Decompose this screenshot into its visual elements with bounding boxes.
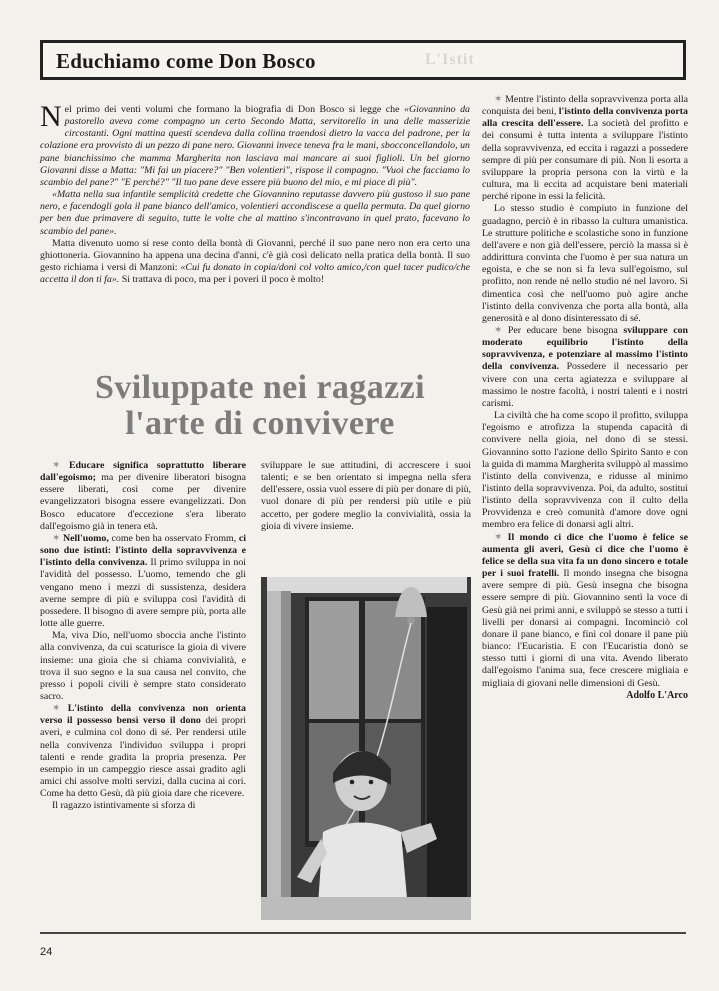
- article-headline: [80, 370, 440, 442]
- footer-rule: [40, 932, 686, 934]
- colA-paragraph-1: [40, 460, 246, 533]
- photo-girl-at-window: [261, 577, 471, 920]
- intro-p3-b: Si trattava di poco, ma per i poveri il poco è molto!: [121, 274, 325, 286]
- colC-p5-bold: Il mondo ci dice che l'uomo è felice se aumenta gli averi, Gesù ci dice che l'uomo è felice se della sua vita fa un dono sincero e totale per i suoi fratelli.: [482, 531, 689, 580]
- colA-p2-a: come ben ha osservato Fromm,: [111, 532, 237, 544]
- colC-paragraph-5: [482, 532, 688, 690]
- star-bullet-icon: ✶: [494, 531, 503, 543]
- colC-p1-a: Mentre l'istinto della sopravvivenza porta alla conquista dei beni,: [482, 94, 689, 118]
- intro-text: [40, 100, 471, 286]
- drop-cap: N: [40, 100, 62, 133]
- page-number: 24: [40, 946, 53, 958]
- column-left: [40, 460, 246, 813]
- intro-p1-roman: el primo dei venti volumi che formano la biografia di Don Bosco si legge che: [64, 104, 400, 115]
- star-bullet-icon: ✶: [52, 460, 61, 471]
- star-bullet-icon: ✶: [52, 532, 61, 544]
- headline-line-2: l'arte di convivere: [125, 405, 395, 442]
- photo-illustration: [261, 577, 471, 920]
- colC-paragraph-4: La civiltà che ha come scopo il profitto, sviluppa l'egoismo e atrofizza la stupenda capacità di convivere nella gioia, nel dono di se stessi. Giovannino sotto l'azione dello Spirito Santo e con la guida di mamma Margherita sviluppò al massimo l'istinto della convivenza, e ridusse al minimo l'istinto della sopravvivenza. Poi, da adulto, sostituì l'istinto della sopravvivenza con il culto della Provvidenza e creò comunità d'amore dove ogni membro era felice di donarsi agli altri.: [482, 410, 688, 531]
- star-bullet-icon: ✶: [52, 703, 61, 715]
- colC-paragraph-1: [482, 94, 688, 203]
- intro-paragraph-2: [40, 189, 470, 238]
- colC-p3-a: Per educare bene bisogna: [507, 324, 618, 336]
- title-box: [40, 40, 686, 80]
- page-title: Educhiamo come Don Bosco: [56, 49, 316, 73]
- colC-paragraph-2: Lo stesso studio è compiuto in funzione del guadagno, perciò è in ribasso la cultura umanistica. Le strutture politiche e scolastiche sono in funzione dell'avere e non già dell'essere, perciò la massa si è addirittura convinta che l'uomo è per sua natura un egoista, e che se non si fa leva sull'egoismo, sul profitto, non rende né nello studio né nel lavoro. Si dimentica così che nell'uomo può agire anche l'istinto della convivenza che porta alla bontà, alla generosità e al dono disinteressato di sé.: [482, 203, 688, 324]
- headline-line-1: Sviluppate nei ragazzi: [95, 369, 425, 406]
- column-right: [482, 94, 688, 702]
- column-middle: [261, 460, 471, 533]
- author-signature: Adolfo L'Arco: [626, 689, 688, 701]
- star-bullet-icon: ✶: [494, 94, 503, 105]
- colA-paragraph-3: Ma, viva Dio, nell'uomo sboccia anche l'istinto alla convivenza, da cui scaturisce la gioia di vivere insieme: una gioia che si chiama convivialità, e trova il suo segno e la sua causa nel convito, che presso i popoli civili è sempre stato considerato sacro.: [40, 630, 246, 702]
- colC-p3-b: Possedere il necessario per vivere con una certa agiatezza e sviluppare al massimo le nostre facoltà, i nostri talenti e i nostri carismi.: [482, 361, 688, 409]
- colA-paragraph-4: [40, 703, 246, 800]
- title-show-through: L'Istit: [425, 51, 475, 68]
- colA-p1-bold: Educare significa soprattutto liberare dall'egoismo;: [40, 460, 246, 484]
- colC-p5-rest: Il mondo insegna che bisogna avere sempre di più. Gesù insegna che bisogna essere sempre di più. Giovannino sentì la voce di Gesù già nei primi anni, e sviluppò se stesso a tutti i livelli per donarsi ai compagni. Incominciò col donare il pane bianco, e finì col donare il pane più bianco: l'Eucaristia. E con l'Eucaristia donò se stesso tutti i giorni di una vita. Avendo liberato dall'egoismo l'anima sua, fece crescere migliaia e migliaia di giovani nelle dimensioni di Gesù.: [482, 568, 688, 689]
- colC-p1-bold: l'istinto della convivenza porta alla crescita dell'essere.: [482, 106, 688, 130]
- manzoni-quote: «Cui fu donato in copia/doni col volto amico,/con quel tacer pudico/che accetta il don ti fa».: [40, 262, 471, 286]
- intro-p3-a: Matta divenuto uomo si rese conto della bontà di Giovanni, perché il suo pane nero non era certo una ghiottoneria. Giovannino ha appena una decina d'anni, c'è già così delicato nella pratica della bontà. Il suo gesto richiama i versi di Manzoni:: [40, 237, 470, 274]
- intro-p1-quote: «Giovannino da pastorello aveva come compagno un certo Secondo Matta, servitorello in una delle masserizie circostanti. Ogni mattina questi scendeva dalla collina traendosi dietro la vacca del padrone, per la colazione era provvisto di un pezzo di pane nero. Giovanni invece teneva fra le mani, sbocconcellandolo, un pane bianchissimo che mamma Margherita non lasciava mai mancare ai suoi figlioli. Un bel giorno Giovanni disse a Matta: "Mi fai un piacere?" "Ben volentieri", rispose il compagno. "Vuoi che facciamo lo scambio del pane?" "E perché?" "Il tuo pane deve essere più buono del mio, e mi piace di più".: [40, 104, 470, 188]
- colA-p1-rest: ma per divenire liberatori bisogna essere liberati, così come per divenire evangelizzatori bisogna essere evangelizzati. Don Bosco educatore d'eccezione s'era liberato dall'egoismo già in tenera età.: [40, 472, 246, 532]
- colA-paragraph-2: [40, 533, 246, 630]
- intro-paragraph-3: [40, 238, 470, 287]
- colA-p4-bold: L'istinto della convivenza non orienta verso il possesso bensì verso il dono: [40, 703, 246, 727]
- colA-paragraph-5: Il ragazzo istintivamente si sforza di: [52, 800, 196, 812]
- colA-p4-rest: dei propri averi, e culmina col dono di sé. Per rendersi utile nella convivenza l'individuo sviluppa i propri talenti e rende gradita la propria presenza. Per esempio in un campeggio riesce assai gradito agli amici chi assolve molti servizi, dalla cucina ai cori. Come ha detto Gesù, dà più gioia dare che ricevere.: [40, 715, 246, 800]
- star-bullet-icon: ✶: [494, 324, 503, 336]
- colB-paragraph-1: sviluppare le sue attitudini, di accrescere i suoi talenti; e se ben orientato si impegna nella sfera dell'essere, ossia vuol essere di più per donare di più, vuol donare di più per rendersi più utile e più accetto, per godere meglio la convivialità, ossia la gioia di vivere insieme.: [261, 460, 471, 532]
- intro-p2-quote: «Matta nella sua infantile semplicità credette che Giovannino reputasse davvero più gustoso il suo pane nero, e facendogli gola il pane bianco dell'amico, volentieri accondiscese a quella permuta. Da quel giorno per ben due primavere di seguito, tutte le volte che al mattino s'incontravano in quel prato, facevano lo scambio del pane».: [40, 189, 470, 237]
- colA-p2-bold-1: Nell'uomo,: [63, 532, 109, 544]
- colC-p3-bold: sviluppare con moderato equilibrio l'istinto della sopravvivenza, e potenziare al massimo l'istinto della convivenza.: [482, 324, 689, 373]
- colC-paragraph-3: [482, 325, 688, 410]
- colA-p2-bold-2: ci sono due istinti: l'istinto della sopravvivenza e l'istinto della convivenza.: [40, 532, 247, 569]
- colA-p2-b: Il primo sviluppa in noi l'avidità del possesso. L'uomo, temendo che gli vengano meno i mezzi di sussistenza, desidera averne sempre di più e sviluppa così l'avidità di possedere. Il bisogno di avere sempre più, porta alle lotte alle guerre.: [40, 557, 247, 630]
- intro-paragraph-1: [40, 100, 470, 189]
- colC-p1-b: La società del profitto e dei consumi è tutta intenta a sviluppare l'istinto della sopravvivenza, ed eccita i ragazzi a possedere sempre di più per consumare di più. Non li esorta a sviluppare la propria persona con la virtù e la cultura, ma li eccita ad acquistare beni materiali perché ripone in essi la felicità.: [482, 118, 688, 203]
